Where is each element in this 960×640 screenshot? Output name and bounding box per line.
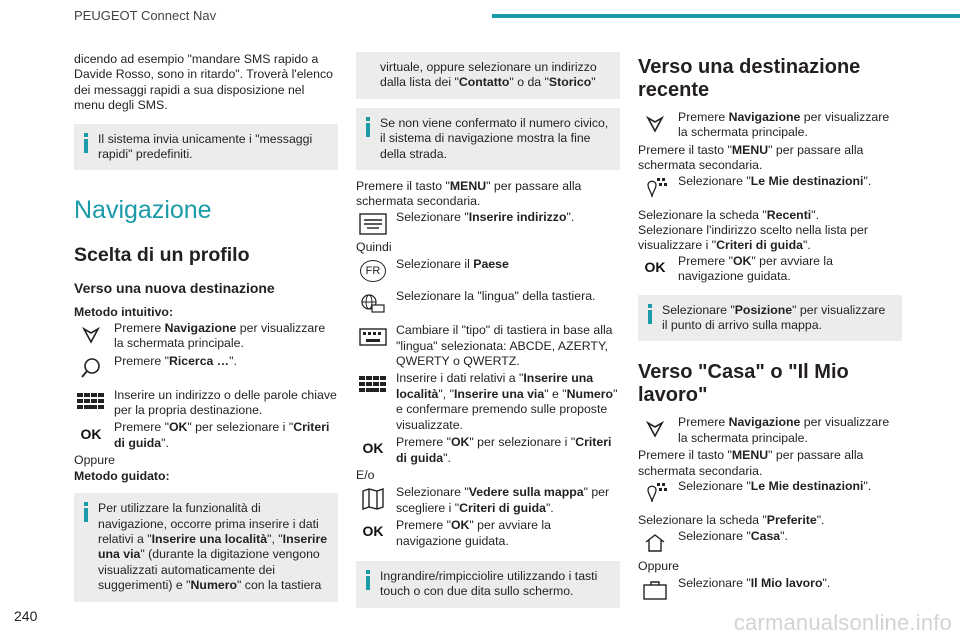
step-my-destinations: Selezionare "Le Mie destinazioni". [638,479,902,507]
step-country: FR Selezionare il Paese [356,257,620,285]
info-icon [648,304,652,324]
step-keyboard-type: Cambiare il "tipo" di tastiera in base alla "lingua" selezionata: ABCDE, AZERTY, QWERTY o QWERTZ. [356,323,620,369]
step-keyboard-language: Selezionare la "lingua" della tastiera. [356,289,620,317]
section-heading: Verso una destinazione recente [638,56,861,101]
info-note: Ingrandire/rimpicciolire utilizzando i tasti touch o con due dita sullo schermo. [356,561,620,608]
step-my-destinations: Selezionare "Le Mie destinazioni". [638,174,902,202]
step-navigation: Premere Navigazione per visualizzare la schermata principale. [638,415,902,446]
step-ok: OK Premere "OK" per selezionare i "Criteri di guida". [74,420,338,451]
column-2: virtuale, oppure selezionare un indirizzo dalla lista dei "Contatto" o da "Storico" Se non viene confermato il numero civico, il sistema di navigazione mostra la fine della strada. Premere il tasto "MENU" per passare alla schermata secondaria. Selezionare "Inserire indirizzo". Quindi FR Selezionare il Paese Selezionare la "lingua" della tastiera. Cambiare il "tipo" di tastiera in base alla "lingua" selezionata: ABCDE, AZERTY, QWERTY o QWERTZ. Inserire i dati relativi a "Inserire una località", "Inserire una via" e "Numero" e confermare premendo sulle proposte visualizzate. OK Premere "OK" per selezionare i "Criteri di guida". E/o Selezionare "Vedere sulla mappa" per scegliere i "Criteri di guida". OK Premere "OK" per avviare la navigazione guidata. Ingrandire/rimpicciolire utilizzando i tasti touch o con due dita sullo schermo. [356,52,620,617]
header-title: PEUGEOT Connect Nav [74,8,217,23]
step-enter-data: Inserire i dati relativi a "Inserire una località", "Inserire una via" e "Numero" e confermare premendo sulle proposte visualizzate. [356,371,620,433]
ok-icon: OK [644,259,666,276]
step-see-map: Selezionare "Vedere sulla mappa" per scegliere i "Criteri di guida". [356,485,620,516]
info-note: Il sistema invia unicamente i "messaggi rapidi" predefiniti. [74,124,338,171]
ok-icon: OK [80,425,102,442]
step-ok: OK Premere "OK" per selezionare i "Criteri di guida". [356,435,620,466]
subsection-heading: Verso una nuova destinazione [74,280,275,297]
info-icon [84,502,88,522]
watermark: carmanualsonline.info [733,610,952,635]
step-work: Selezionare "Il Mio lavoro". [638,576,902,604]
info-icon [366,117,370,137]
column-3: Verso una destinazione recente Premere Navigazione per visualizzare la schermata principale. Premere il tasto "MENU" per passare alla schermata secondaria. Selezionare "Le Mie destinazioni". Selezionare la scheda "Recenti". Selezionare l'indirizzo scelto nella lista per visualizzare i "Criteri di guida". OK Premere "OK" per avviare la navigazione guidata. Selezionare "Posizione" per visualizzare il punto di arrivo sulla mappa. Verso "Casa" o "Il Mio lavoro" Premere Navigazione per visualizzare la schermata principale. Premere il tasto "MENU" per passare alla schermata secondaria. Selezionare "Le Mie destinazioni". Selezionare la scheda "Preferite". Selezionare "Casa". Oppure Selezionare "Il Mio lavoro". [638,52,902,606]
step-ok: OK Premere "OK" per avviare la navigazione guidata. [356,518,620,549]
destinations-pin-icon [638,479,672,507]
step-keyboard: Inserire un indirizzo o delle parole chiave per la propria destinazione. [74,388,338,419]
column-1: dicendo ad esempio "mandare SMS rapido a Davide Rosso, sono in ritardo". Troverà l'elenco dei messaggi rapidi a sua disposizione nel menu degli SMS. Il sistema invia unicamente i "messaggi rapidi" predefiniti. Navigazione Scelta di un profilo Verso una nuova destinazione Metodo intuitivo: Premere Navigazione per visualizzare la schermata principale. Premere "Ricerca …". Inserire un indirizzo o delle parole chiave per la propria destinazione. OK Premere "OK" per selezionare i "Criteri di guida". Oppure Metodo guidato: Per utilizzare la funzionalità di navigazione, occorre prima inserire i dati relativi a "Inserire una località", "Inserire una via" (durante la digitazione vengono visualizzati automaticamente dei suggerimenti) e "Numero" con la tastiera [74,52,338,611]
info-icon [84,133,88,153]
info-note: Per utilizzare la funzionalità di navigazione, occorre prima inserire i dati relativi a "Inserire una località", "Inserire una via" (durante la digitazione vengono visualizzati automaticamente dei suggerimenti) e "Numero" con la tastiera [74,493,338,601]
home-icon [638,529,672,557]
country-fr-icon: FR [356,257,390,285]
header-accent-bar [492,14,960,18]
step-navigation: Premere Navigazione per visualizzare la schermata principale. [638,110,902,141]
info-icon [366,570,370,590]
intro-paragraph: dicendo ad esempio "mandare SMS rapido a Davide Rosso, sono in ritardo". Troverà l'elenco dei messaggi rapidi a sua disposizione nel menu degli SMS. [74,52,333,113]
step-home: Selezionare "Casa". [638,529,902,557]
keyboard-icon [356,323,390,351]
ok-icon: OK [362,440,384,457]
briefcase-icon [638,576,672,604]
step-search: Premere "Ricerca …". [74,354,338,382]
method-label: Metodo guidato: [74,468,170,483]
address-entry-icon [356,210,390,238]
step-enter-address: Selezionare "Inserire indirizzo". [356,210,620,238]
info-note: virtuale, oppure selezionare un indirizzo dalla lista dei "Contatto" o da "Storico" [356,52,620,99]
step-ok: OK Premere "OK" per avviare la navigazione guidata. [638,254,902,285]
navigation-arrow-icon [74,321,108,349]
keyboard-grid-icon [356,371,390,399]
navigation-arrow-icon [638,415,672,443]
page-number: 240 [14,608,38,624]
step-navigation: Premere Navigazione per visualizzare la schermata principale. [74,321,338,352]
search-icon [74,354,108,382]
info-note: Selezionare "Posizione" per visualizzare il punto di arrivo sulla mappa. [638,295,902,342]
section-heading: Verso "Casa" o "Il Mio lavoro" [638,361,849,407]
navigation-arrow-icon [638,110,672,138]
info-note: Se non viene confermato il numero civico, il sistema di navigazione mostra la fine della strada. [356,108,620,170]
keyboard-grid-icon [74,388,108,416]
ok-icon: OK [362,523,384,540]
method-label: Metodo intuitivo: [74,305,174,320]
map-icon [356,485,390,513]
section-title: Navigazione [74,196,212,225]
keyboard-language-icon [356,289,390,317]
destinations-pin-icon [638,174,672,202]
section-heading: Scelta di un profilo [74,244,250,267]
